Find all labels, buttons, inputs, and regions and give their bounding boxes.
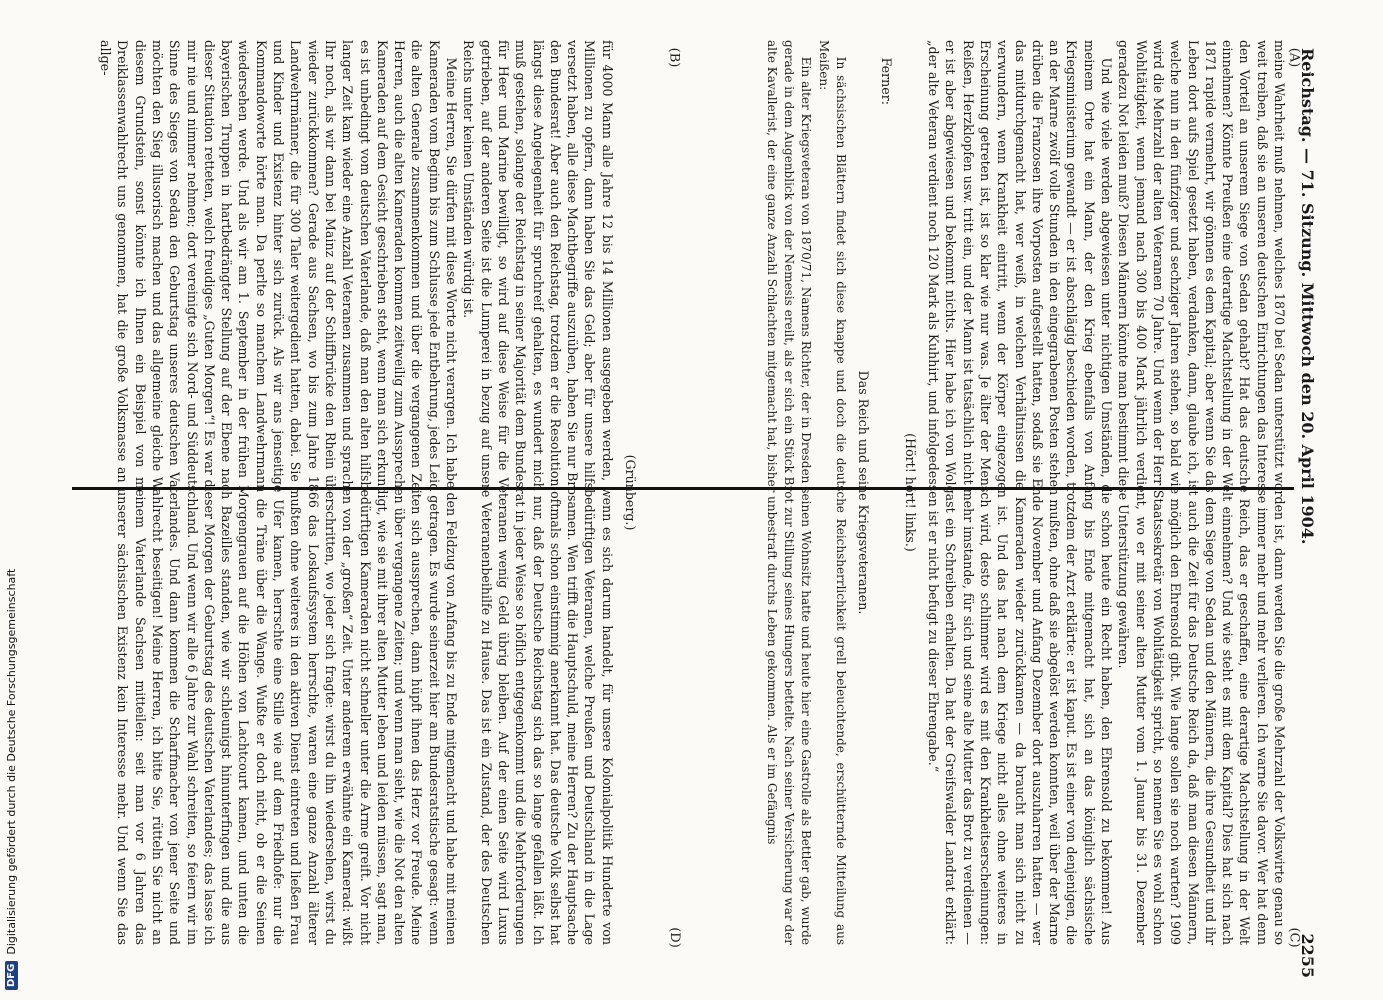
- running-header: [1296, 48, 1320, 978]
- dfg-logo: DFG: [5, 961, 18, 990]
- footer-text: Digitalisierung gefördert durch die Deutsche Forschungsgemeinschaft: [4, 568, 18, 955]
- quote-paragraph: Ein alter Kriegsveteran von 1870/71, Namens Richter, der in Dresden seinen Wohnsitz hatte und heute hier eine Gastrolle als Bettler gab, wurde gerade in dem Augenblick von der Nemesis ereilt, als er sich ein Stück Brot zur Stillung seines Hungers bettelte. Nach seiner Versicherung war der alte Kavallerist, der eine ganze Anzahl Schlachten mitgemacht hat, bisher unbestraft durchs Leben gekommen. Als er im Gefängnis: [764, 40, 814, 945]
- paragraph: für 4000 Mann alle Jahre 12 bis 14 Millionen ausgegeben werden, wenn es sich darum handelt, für unsere Kolonialpolitik Hunderte von Millionen zu opfern, dann haben Sie das Geld; aber für unsere hilfsbedürftigen Veteranen, welche Preußen und Deutschland in die Lage versetzt haben, alle diese Machtbegriffe auszuüben, haben Sie nur Brosamen. Wen trifft die Hauptschuld, meine Herren? Zu der Hauptsache den Bundesrat! Aber auch den Reichstag, trotzdem er die Resolution oftmals schon einstimmig anerkannt hat. Das deutsche Volk selbst hat längst diese Angelegenheit für spruchreif gehalten, es wundert mich nur, daß der Deutsche Reichstag sich das so lange gefallen läßt. Ich muß gestehen, solange der Reichstag in seiner Majorität dem Bundesrat in jeder Weise so höflich entgegenkommt und die Mehrforderungen für Heer und Marine bewilligt, so wird auf diese Weise für die Veteranen wenig Geld übrig bleiben. Auf der einen Seite wird Luxus getrieben, auf der anderen Seite ist die Lumperei in bezug auf unsere Veteranenbeihilfe zu Hause. Das ist ein Zustand, der des Deutschen Reichs unter keinen Umständen würdig ist.: [461, 40, 615, 945]
- text-column-lower: [80, 40, 645, 945]
- quote-heading: Das Reich und seine Kriegsveteranen.: [856, 370, 872, 615]
- interjection: (Hört! hört! links.): [902, 433, 918, 552]
- digitization-footer: [0, 0, 22, 1000]
- header-title: Reichstag. — 71. Sitzung. Mittwoch den 20. April 1904.: [1298, 48, 1318, 545]
- speaker-name: (Grünberg.): [623, 454, 638, 531]
- page-number: 2255: [1298, 933, 1318, 978]
- marker-c: (C): [1286, 927, 1302, 948]
- paragraph: Ferner:: [879, 57, 895, 105]
- marker-a: (A): [1286, 47, 1302, 68]
- text-column-upper: [660, 40, 1288, 945]
- paragraph: Meine Herren, Sie dürfen mit diese Worte nicht verargen. Ich habe den Feldzug von Anfang bis zu Ende mitgemacht und habe mit meinen Kameraden vom Beginn bis zum Schlusse jede Entbehrung, jedes Leid getragen. Es wurde seinerzeit hier am Bundesratstische gesagt: wenn die alten Generale zusammenkommen und über die vergangenen Zeiten sich aussprechen, dann hüpft ihnen das Herz vor Freude. Meine Herren, auch die alten Kameraden kommen zeitweilig zum Aussprechen über vergangene Zeiten; und wenn man sieht, wie die Not den alten Kameraden auf dem Gesicht geschrieben steht, wenn man sich erkundigt, wie sie mit ihrer alten Mutter leben und leiden müssen, sagt man, es ist unbedingt vom deutschen Vaterlande, daß man den alten hilfsbedürftigen Kameraden nicht schneller unter die Arme greift. Vor nicht langer Zeit kam wieder eine Anzahl Veteranen zusammen und sprachen von der „großen“ Zeit. Unter anderem erwähnte ein Kamerad: wißt Ihr noch, als wir dann bei Mainz auf der Schiffbrücke den Rhein überschritten, wo jeder sich fragte: wirst du ihn wiedersehen, wirst du wieder zurückkommen? Gerade aus Sachsen, wo bis zum Jahre 1866 das Loskaufssystem herrschte, waren eine ganze Anzahl älterer Landwehrmänner, die für 300 Taler weitergedient hatten, dabei. Sie mußten ohne weiteres in den aktiven Dienst eintreten und ließen Frau und Kinder und Existenz hinter sich zurück. Als wir ans jenseitige Ufer kamen, herrschte eine Stille wie auf dem Friedhofe: nur die Kommandoworte hörte man. Da perlte so manchem Landwehrmann die Träne über die Wange. Wußte er doch nicht, ob er die Seinen wiedersehen werde. Und als wir am 1. September in der frühen Morgengrauen auf die Höhen von Lachtcourt kamen, und unten die bayerischen Truppen in hartbedrängter Stellung auf der Ebene nach Bazeilles standen, wie wir schleunigst hinunterfingen und die aus dieser Situation retteten, welch freudiges „Guten Morgen“! Es war dieser Morgen der Geburtstag des deutschen Vaterlandes; das lasse ich mir nie und nimmer nehmen; dort vereinigte sich Nord- und Süddeutschland. Und wenn wir alle 6 Jahre zur Wahl schreiten, so feiern wir im Sinne des Sieges von Sedan den Geburtstag unseres deutschen Vaterlandes. Und dann kommen die Scharfmacher von jener Seite und möchten den Sieg illusorisch machen und das allgemeine gleiche Wahlrecht beseitigen! Meine Herren, ich bitte Sie, rütteln Sie nicht an diesem Grundstein, sonst könnte ich Ihnen ein Beispiel von meinem Vaterlande Sachsen mitteilen: seit man vor 6 Jahren das Dreiklassenwahlrecht uns genommen, hat die große Volksmasse an unserer sächsischen Existenz kein Interesse mehr. Und wenn Sie das allge-: [98, 40, 460, 945]
- marker-b: (B): [666, 47, 682, 68]
- paragraph: meine Wahrheit muß nehmen, welches 1870 bei Sedan unterstützt worden ist, dann werden Sie die große Mehrzahl der Volkswirte genau so weit treiben, daß sie an unseren deutschen Einrichtungen das Interesse immer mehr und mehr verlieren. Ich warne Sie davor. Wer hat denn den Vorteil an unserem Siege von Sedan gehabt? Hat das deutsche Reich, das er geschaffen, eine derartige Machtstellung in der Welt einnehmen? Könnte Preußen eine derartige Machtstellung in der Welt einnehmen? Und wie steht es mit dem Kapital? Dies hat sich nach 1871 rapide vermehrt, wir gönnen es dem Kapital; aber wenn Sie das dem Siege von Sedan und den Männern, die ihre Gesundheit und ihr Leben dort aufs Spiel gesetzt haben, verdanken, dann, glaube ich, ist auch die Zeit für das Deutsche Reich da, daß man diesen Männern, welche nun in den fünfziger und sechziger Jahren stehen, so bald wie möglich den Ehrensold gibt. Wie lange sollen sie noch warten? 1909 wird die Mehrzahl der alten Veteranen 70 Jahre. Und wenn der Herr Staatssekretär von Wohltätigkeit spricht, so nennen Sie es wohl schon Wohltätigkeit, wenn jemand nach 300 bis 400 Mark jährlich verdient, wo er mit seiner alten Mutter vom 1. Januar bis 31. Dezember geradezu Not leiden muß? Diesen Männern könnte man bestimmt diese Unterstützung gewähren.: [1116, 40, 1287, 945]
- marker-d: (D): [666, 927, 682, 948]
- paragraph: Und wie viele werden abgewiesen unter nichtigen Umständen, die schon heute ein Recht haben, den Ehrensold zu bekommen! Aus meinem Orte hat ein Mann, der den Krieg ebenfalls von Anfang bis Ende mitgemacht hat, sich an das königlich sächsische Kriegsministerium gewandt — er ist abschlägig beschieden worden, trotzdem der Arzt erklärte: er ist kaput. Es ist einer von denjenigen, die an der Marne zwölf volle Stunden in den eingegrabenen Posten stehen mußten, ohne daß sie abgelöst werden konnten, weil über der Marne drüben die Franzosen ihre Vorposten aufgestellt hatten, sodaß sie Ende November und Anfang Dezember dort auszuharren hatten — wer das mitdurchgemacht hat, wer weiß, in welchen Verhältnissen die Kameraden wieder zurückkamen — da braucht man sich nicht zu verwundern, wenn Krankheit eintritt, wenn der Körper eingezogen ist. Und das hat nach dem Kriege nicht alles ohne weiteres in Erscheinung getreten ist, ist so klar wie nur was. Je älter der Mensch wird, desto schlimmer wird es mit den Krankheitserscheinungen: Reißen, Herzklopfen usw. tritt ein, und der Mann ist tatsächlich nicht mehr imstande, für sich und seine alte Mutter das Brot zu verdienen — er ist aber abgewiesen und bekommt nichts. Hier habe ich von Wolgast ein Schreiben erhalten. Da hat der Greifswalder Landrat erklärt: „der alte Veteran verdient noch 120 Mark als Kuhhirt, und infolgedessen ist er nicht befugt zu dieser Ehrengabe.“: [926, 40, 1115, 945]
- quote-paragraph: In sächsischen Blättern findet sich diese knappe und doch die deutsche Reichsherrlichkeit grell beleuchtende, erschütternde Mitteilung aus Meißen:: [816, 40, 848, 945]
